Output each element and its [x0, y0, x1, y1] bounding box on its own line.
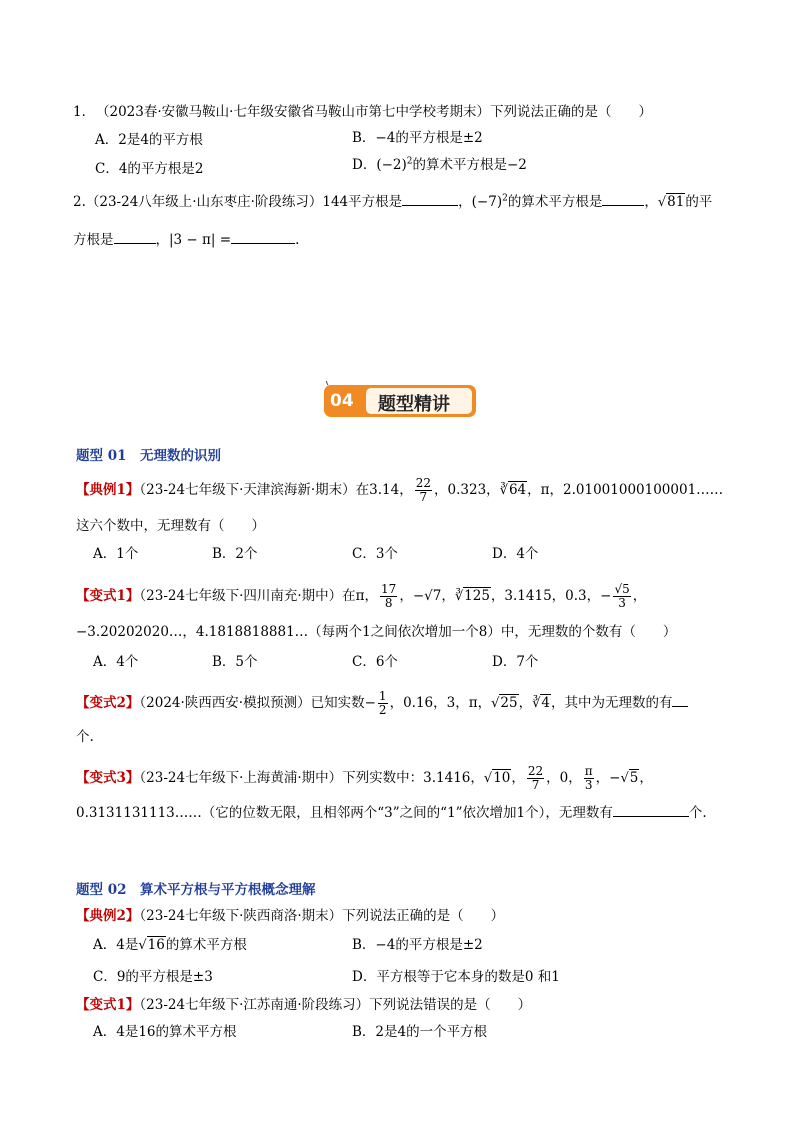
type2-v1-option-a: A．4是16的算术平方根 — [93, 1024, 237, 1040]
type1-ex1-option-b: B．2个 — [212, 546, 258, 562]
type1-variant2-line2: 个. — [76, 729, 94, 745]
type1-example1: 【典例1】（23-24七年级下·天津滨海新·期末）在3.14， $\frac{22}{7}$ ，0.323，∛64，π，2.01001000100001…… — [76, 476, 724, 504]
banner-number: 04 — [330, 391, 354, 411]
type1-variant3: 【变式3】（23-24七年级下·上海黄浦·期中）下列实数中：3.1416，√10， $\frac{22}{7}$ ，0， $\frac{\pi}{3}$ ，−√5， — [76, 764, 653, 792]
type1-variant3-line2: 0.3131131113……（它的位数无限，且相邻两个“3”之间的“1”依次增加1个），无理数有 个. — [76, 801, 707, 821]
type1-v1-option-a: A．4个 — [93, 654, 139, 670]
type1-ex1-option-a: A．1个 — [93, 546, 139, 562]
type2-ex2-option-a: A．4是√16的算术平方根 — [93, 937, 247, 953]
section-banner — [322, 381, 478, 419]
type1-ex1-option-c: C．3个 — [352, 546, 398, 562]
q1-option-b: B．−4的平方根是±2 — [352, 130, 483, 146]
banner-title: 题型精讲 — [378, 394, 450, 415]
type1-ex1-option-d: D．4个 — [492, 546, 539, 562]
q1-option-a: A．2是4的平方根 — [95, 132, 203, 148]
type1-v1-option-d: D．7个 — [492, 654, 539, 670]
q1-number: 1． — [73, 104, 96, 120]
type1-v1-option-c: C．6个 — [352, 654, 398, 670]
type2-v1-option-b: B．2是4的一个平方根 — [352, 1024, 488, 1040]
q2-line1: 2.（23-24八年级上·山东枣庄·阶段练习）144平方根是 ，$(-7)^2$的算术平方根是 ，√81的平 — [73, 190, 712, 210]
q1-stem: （2023春·安徽马鞍山·七年级安徽省马鞍山市第七中学校考期末）下列说法正确的是（ ） — [96, 104, 652, 120]
type2-example2: 【典例2】（23-24七年级下·陕西商洛·期末）下列说法正确的是（ ） — [76, 908, 505, 924]
type1-example1-line2: 这六个数中，无理数有（ ） — [76, 518, 265, 534]
type2-ex2-option-c: C．9的平方根是±3 — [93, 969, 213, 985]
type1-variant1-line2: −3.20202020…，4.1818818881…（每两个1之间依次增加一个8）中，无理数的个数有（ ） — [76, 624, 677, 640]
type2-heading: 题型 02 算术平方根与平方根概念理解 — [76, 882, 316, 898]
type1-heading: 题型 01 无理数的识别 — [76, 448, 221, 464]
type1-variant1: 【变式1】（23-24七年级下·四川南充·期中）在π， $\frac{17}{8}$ ，−√7，∛125，3.1415，0.3，− $\frac{√5}{3}$ ， — [76, 582, 647, 610]
type2-ex2-option-b: B．−4的平方根是±2 — [352, 937, 483, 953]
type2-ex2-option-d: D．平方根等于它本身的数是0 和1 — [352, 969, 560, 985]
q2-line2: 方根是 ，|3 − π| = . — [73, 228, 299, 248]
type1-variant2: 【变式2】（2024·陕西西安·模拟预测）已知实数− $\frac{1}{2}$ ，0.16，3，π，√25，∛4，其中为无理数的有 — [76, 690, 688, 717]
type1-v1-option-b: B．5个 — [212, 654, 258, 670]
q1-option-d: D．$(-2)^2$的算术平方根是−2 — [352, 156, 527, 173]
q1-option-c: C．4的平方根是2 — [95, 161, 204, 177]
type2-variant1: 【变式1】（23-24七年级下·江苏南通·阶段练习）下列说法错误的是（ ） — [76, 997, 532, 1013]
